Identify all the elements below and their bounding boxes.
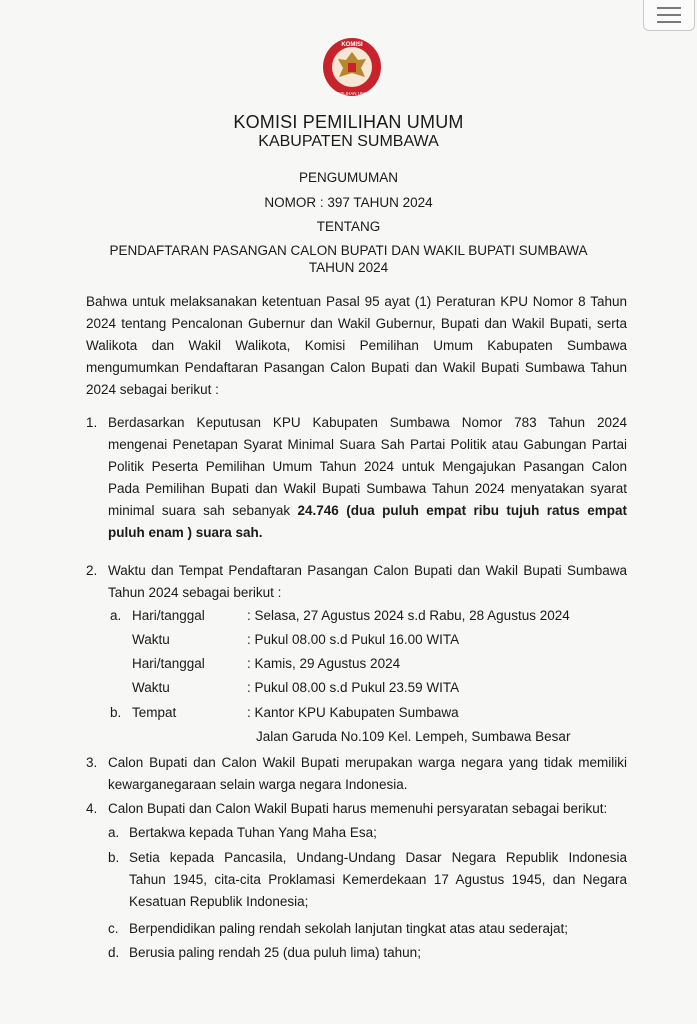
intro-line: 2024 tentang Pencalonan Gubernur dan Wakil Gubernur, Bupati dan Wakil Bupati, serta bbox=[86, 316, 627, 331]
item-4-number: 4. bbox=[86, 801, 98, 816]
item-1-line: Pada Pemilihan Bupati dan Wakil Bupati Sumbawa Tahun 2024 menyatakan syarat bbox=[108, 481, 627, 496]
requirement-mark: a. bbox=[108, 825, 120, 840]
doc-about: TENTANG bbox=[316, 219, 381, 234]
schedule-value: : Kantor KPU Kabupaten Sumbawa bbox=[247, 705, 459, 720]
schedule-value: : Selasa, 27 Agustus 2024 s.d Rabu, 28 Agustus 2024 bbox=[247, 608, 570, 623]
item-1-text bbox=[108, 412, 627, 544]
item-3-text bbox=[108, 752, 627, 796]
item-4-line: Calon Bupati dan Calon Wakil Bupati harus memenuhi persyaratan sebagai berikut: bbox=[108, 801, 608, 816]
schedule-mark: b. bbox=[110, 705, 122, 720]
item-2-text bbox=[108, 560, 627, 604]
requirement-mark: d. bbox=[108, 945, 120, 960]
item-2-number: 2. bbox=[86, 563, 98, 578]
kpu-logo bbox=[322, 32, 382, 102]
requirement-text: Berpendidikan paling rendah sekolah lanjutan tingkat atas atau sederajat; bbox=[129, 921, 569, 936]
menu-button[interactable] bbox=[643, 0, 695, 31]
item-1-line: Politik Peserta Pemilihan Umum Tahun 2024 untuk Mengajukan Pasangan Calon bbox=[108, 459, 627, 474]
intro-line: 2024 sebagai berikut : bbox=[86, 382, 219, 397]
requirement-mark: c. bbox=[108, 921, 119, 936]
doc-subject-2: TAHUN 2024 bbox=[308, 260, 389, 275]
item-1-line: mengenai Penetapan Syarat Minimal Suara Sah Partai Politik atau Gabungan Partai bbox=[108, 437, 627, 452]
requirement-text: Bertakwa kepada Tuhan Yang Maha Esa; bbox=[129, 825, 377, 840]
doc-type: PENGUMUMAN bbox=[298, 170, 398, 185]
intro-line: Walikota dan Wakil Walikota, Komisi Pemilihan Umum Kabupaten Sumbawa bbox=[86, 338, 627, 353]
requirement-text: Berusia paling rendah 25 (dua puluh lima) tahun; bbox=[129, 945, 421, 960]
org-name: KOMISI PEMILIHAN UMUM bbox=[233, 112, 464, 132]
doc-number: NOMOR : 397 TAHUN 2024 bbox=[264, 195, 433, 210]
requirement-mark: b. bbox=[108, 850, 120, 865]
item-1-line-6 bbox=[108, 522, 627, 544]
item-2-line: Tahun 2024 sebagai berikut : bbox=[108, 585, 282, 600]
item-4-text bbox=[108, 798, 627, 820]
item-2-line: Waktu dan Tempat Pendaftaran Pasangan Calon Bupati dan Wakil Bupati Sumbawa bbox=[108, 563, 627, 578]
item-1-votes-bold: 24.746 (dua puluh empat ribu tujuh ratus empat bbox=[297, 503, 627, 518]
intro-paragraph bbox=[86, 291, 627, 401]
item-3-line: kewarganegaraan selain warga negara Indonesia. bbox=[108, 777, 408, 792]
region-name: KABUPATEN SUMBAWA bbox=[258, 133, 439, 150]
schedule-label: Hari/tanggal bbox=[132, 608, 205, 623]
doc-subject-1: PENDAFTARAN PASANGAN CALON BUPATI DAN WAKIL BUPATI SUMBAWA bbox=[109, 243, 588, 258]
intro-line: Bahwa untuk melaksanakan ketentuan Pasal 95 ayat (1) Peraturan KPU Nomor 8 Tahun bbox=[86, 294, 627, 309]
intro-line: mengumumkan Pendaftaran Pasangan Calon Bupati dan Wakil Bupati Sumbawa Tahun bbox=[86, 360, 627, 375]
schedule-value: Jalan Garuda No.109 Kel. Lempeh, Sumbawa Besar bbox=[256, 729, 571, 744]
schedule-mark: a. bbox=[110, 608, 122, 623]
schedule-label: Waktu bbox=[132, 632, 170, 647]
item-1-line-5-text: minimal suara sah sebanyak bbox=[108, 503, 298, 518]
schedule-label: Waktu bbox=[132, 680, 170, 695]
schedule-value: : Pukul 08.00 s.d Pukul 23.59 WITA bbox=[247, 680, 460, 695]
logo-bottom-text: PEMILIHAN UMUM bbox=[332, 91, 372, 96]
schedule-value: : Pukul 08.00 s.d Pukul 16.00 WITA bbox=[247, 632, 460, 647]
item-1-line: Berdasarkan Keputusan KPU Kabupaten Sumbawa Nomor 783 Tahun 2024 bbox=[108, 415, 627, 430]
schedule-value: : Kamis, 29 Agustus 2024 bbox=[247, 656, 401, 671]
schedule-label: Hari/tanggal bbox=[132, 656, 205, 671]
requirement-line: Tahun 1945, cita-cita Proklamasi Kemerdekaan 17 Agustus 1945, dan Negara bbox=[129, 872, 627, 887]
item-1-number: 1. bbox=[86, 415, 98, 430]
item-1-line-5 bbox=[108, 500, 627, 522]
requirement-text bbox=[129, 847, 627, 913]
menu-bar bbox=[657, 14, 681, 16]
logo-top-text: KOMISI bbox=[341, 42, 363, 48]
schedule-label: Tempat bbox=[132, 705, 177, 720]
menu-bar bbox=[657, 7, 681, 9]
requirement-line: Kesatuan Republik Indonesia; bbox=[129, 894, 309, 909]
item-3-number: 3. bbox=[86, 755, 98, 770]
item-1-votes-bold-cont: puluh enam ) suara sah. bbox=[108, 525, 263, 540]
item-3-line: Calon Bupati dan Calon Wakil Bupati merupakan warga negara yang tidak memiliki bbox=[108, 755, 627, 770]
menu-bar bbox=[657, 21, 681, 23]
shield-icon bbox=[348, 63, 356, 72]
requirement-line: Setia kepada Pancasila, Undang-Undang Dasar Negara Republik Indonesia bbox=[129, 850, 627, 865]
